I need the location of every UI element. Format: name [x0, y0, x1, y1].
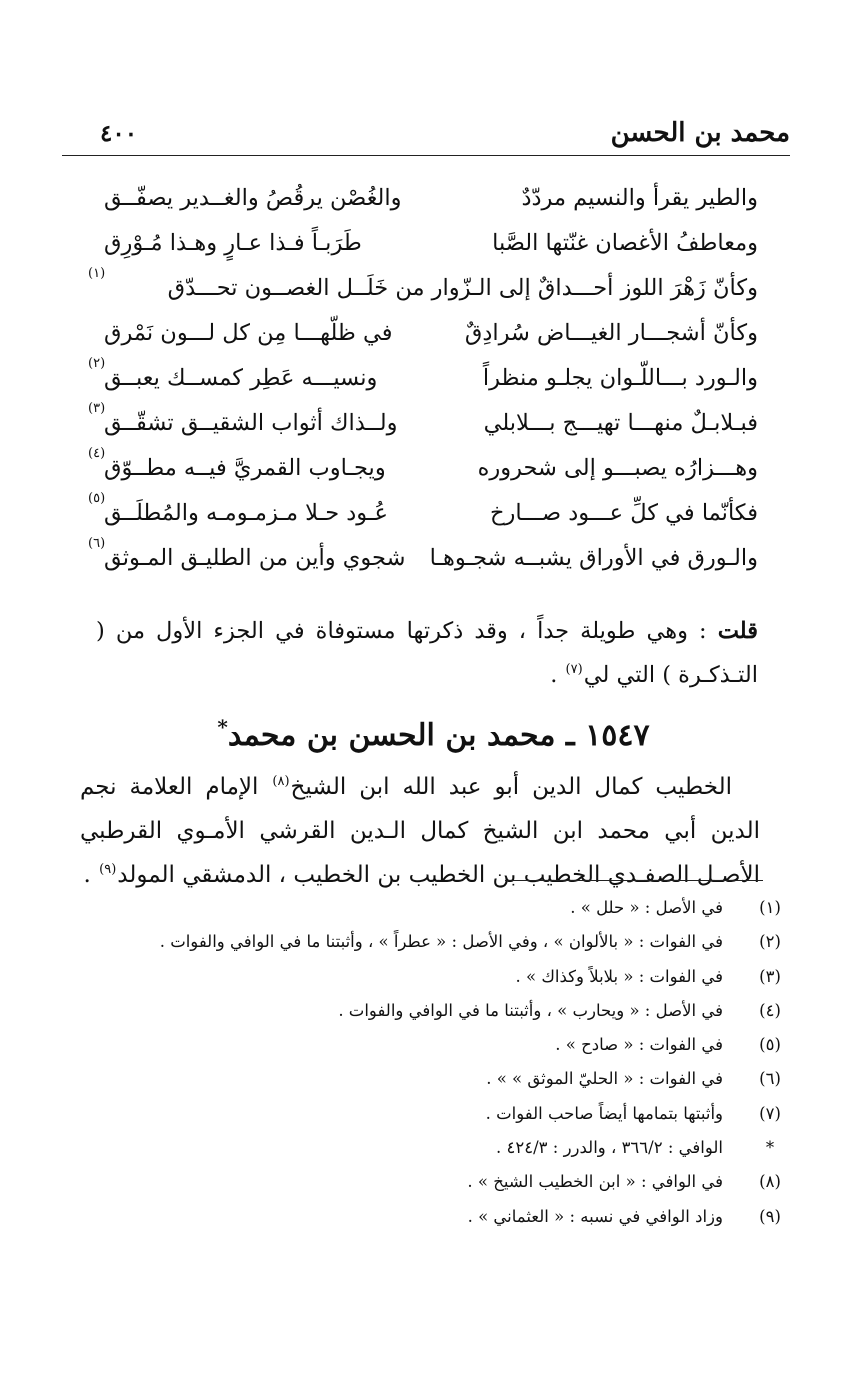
footnote-number: (٥): [759, 1035, 781, 1055]
verse-second-hemistich: والغُصْن يرقُصُ والغــدير يصفّــق: [104, 185, 402, 211]
verse-second-hemistich: ونسيـــه عَطِر كمســك يعبــق: [104, 365, 378, 391]
verse-second-hemistich: عُـود حـلا مـزمـومـه والمُطلَــق: [104, 500, 388, 526]
bio-end: .: [83, 862, 99, 888]
footnote-rule: [505, 880, 763, 881]
footnote-item: [150, 1099, 787, 1133]
footnote-marker: (٨): [272, 774, 290, 790]
footnote-text: في الأصل : « ويحارب » ، وأثبتنا ما في الوافي والفوات .: [338, 1000, 723, 1020]
footnote-text: في الفوات : « الحليّ الموثق » » .: [486, 1069, 723, 1089]
footnote-item: [150, 893, 787, 927]
editor-note: [96, 609, 758, 697]
footnote-number: (٤): [759, 1000, 781, 1020]
footnote-text: في الفوات : « بالألوان » ، وفي الأصل : « عطراً » ، وأثبتنا ما في الوافي والفوات .: [159, 932, 723, 952]
verse-first-hemistich: فبـلابـلٌ منهـــا تهيـــج بـــلابلي: [483, 410, 758, 436]
running-title: محمد بن الحسن: [610, 118, 790, 148]
running-header: [62, 118, 790, 156]
footnote-text: في الفوات : « بلابلاً وكذاك » .: [515, 966, 723, 986]
header-rule: [62, 155, 790, 156]
verse-full-line: وكأنّ زَهْرَ اللوز أحـــداقٌ إلى الـزّوار من خَلَــل الغصــون تحـــدّق: [167, 275, 758, 301]
verse-first-hemistich: والـورد بـــاللّـوان يجلـو منظراً: [482, 365, 758, 391]
footnote-text: في الأصل : « حلل » .: [570, 898, 723, 917]
footnote-text: في الفوات : « صادح » .: [555, 1035, 723, 1055]
footnote-number: (٧): [759, 1103, 781, 1123]
verse-line: [88, 536, 758, 585]
entry-title-text: ١٥٤٧ ـ محمد بن الحسن بن محمد: [227, 717, 650, 753]
verse-second-hemistich: طَرَبـاً فـذا عـارٍ وهـذا مُـوْرِق: [104, 230, 362, 256]
verse-line: [96, 225, 758, 270]
verse-second-hemistich: ولــذاك أثواب الشقيــق تشقّــق: [104, 410, 398, 436]
verse-first-hemistich: والطير يقرأ والنسيم مردّدٌ: [521, 185, 758, 211]
note-text: : وهي طويلة جداً ، وقد ذكرتها مستوفاة في الجزء الأول من ( التـذكـرة ) التي لي: [96, 617, 758, 688]
note-lead: قلت: [717, 617, 758, 644]
footnote-item: [150, 1167, 787, 1201]
verse-line: [88, 446, 758, 495]
footnote-marker: (١): [88, 266, 106, 281]
footnote-marker: (٧): [565, 662, 583, 677]
footnote-item: [150, 1030, 787, 1064]
footnote-item: [150, 1064, 787, 1098]
verse-line: [88, 491, 758, 540]
footnote-marker: (٣): [88, 401, 106, 416]
verse-second-hemistich: شجوي وأين من الطليـق المـوثق: [104, 545, 406, 571]
footnote-number: (٨): [759, 1172, 781, 1192]
footnote-item: [150, 996, 787, 1030]
footnote-text: الوافي : ٣٦٦/٢ ، والدرر : ٤٢٤/٣ .: [496, 1138, 723, 1158]
footnote-text: وأثبتها بتمامها أيضاً صاحب الفوات .: [485, 1103, 723, 1123]
footnote-item: [150, 1133, 787, 1167]
verse-first-hemistich: ومعاطفُ الأغصان غنّتها الصَّبا: [492, 230, 758, 256]
verse-second-hemistich: ويجـاوب القمريَّ فيــه مطــوّق: [104, 455, 386, 481]
footnote-item: [150, 962, 787, 996]
footnotes-list: [150, 893, 787, 1236]
footnote-number: *: [765, 1138, 775, 1158]
footnote-item: [150, 927, 787, 961]
footnote-marker: (٦): [88, 536, 106, 551]
bio-text-2: الإمام العلامة نجم الدين أبي محمد ابن الشيخ كمال الـدين القرشي الأمـوي القرطبي الأصـل الصفـدي الخطيب بن الخطيب بن الخطيب ، الدمشقي المولد: [80, 774, 760, 888]
verse-line: [96, 180, 758, 225]
page-number: ٤٠٠: [100, 120, 138, 147]
biography-paragraph: [80, 765, 760, 897]
verse-line: [88, 401, 758, 450]
footnote-marker: (٤): [88, 446, 106, 461]
footnote-text: وزاد الوافي في نسبه : « العثماني » .: [467, 1206, 723, 1226]
footnote-marker: (٥): [88, 491, 106, 506]
footnote-number: (٦): [759, 1069, 781, 1089]
footnote-item: [150, 1202, 787, 1236]
footnote-number: (٩): [759, 1206, 781, 1226]
entry-heading: [0, 715, 867, 753]
footnote-number: (٢): [759, 932, 781, 952]
verse-first-hemistich: فكأنّما في كلِّ عـــود صـــارخ: [489, 500, 758, 526]
verse-line: [96, 315, 758, 360]
poem-verses: [88, 180, 758, 585]
note-end: .: [550, 661, 565, 688]
bio-text-1: الخطيب كمال الدين أبو عبد الله ابن الشيخ: [290, 774, 732, 800]
footnote-marker: (٩): [99, 862, 117, 878]
entry-star-marker: *: [217, 714, 228, 739]
verse-line: [88, 356, 758, 405]
verse-first-hemistich: وهـــزارُه يصبـــو إلى شحروره: [477, 455, 758, 481]
verse-line: [88, 266, 758, 315]
verse-second-hemistich: في ظلّهـــا مِن كل لـــون نَمْرق: [104, 320, 393, 346]
footnote-number: (٣): [759, 966, 781, 986]
verse-first-hemistich: وكأنّ أشجـــار الغيـــاض سُرادِقٌ: [464, 320, 758, 346]
footnote-text: في الوافي : « ابن الخطيب الشيخ » .: [467, 1172, 723, 1192]
footnote-number: (١): [759, 898, 781, 917]
footnote-marker: (٢): [88, 356, 106, 371]
verse-first-hemistich: والـورق في الأوراق يشبــه شجـوهـا: [429, 545, 758, 571]
